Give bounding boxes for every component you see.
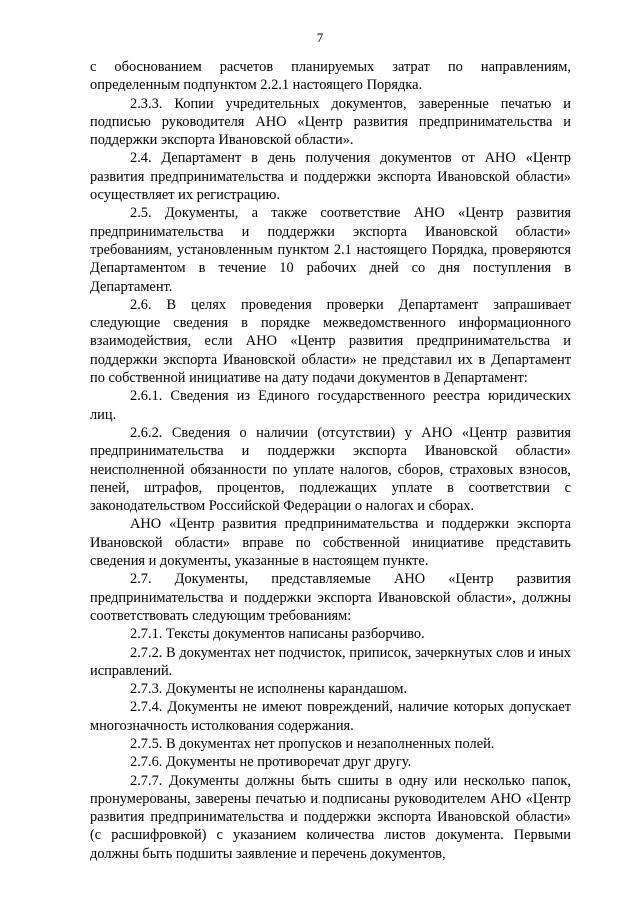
paragraph-2-5: 2.5. Документы, а также соответствие АНО «Центр развития предпринимательства и поддержки экспорта Ивановской области» требованиям, установленным пунктом 2.1 настоящего Порядка, проверяются Департаментом в течение 10 рабочих дней со дня поступления в Департамент. xyxy=(90,205,571,295)
paragraph-2-7-6: 2.7.6. Документы не противоречат друг другу. xyxy=(130,754,412,771)
paragraph-2-7-7: 2.7.7. Документы должны быть сшиты в одну или несколько папок, пронумерованы, заверены печатью и подписаны руководителем АНО «Центр развития предпринимательства и поддержки экспорта Ивановской области» (с расшифровкой) с указанием количества листов документа. Первыми должны быть подшиты заявление и перечень документов, xyxy=(90,772,571,862)
document-body xyxy=(90,58,571,863)
paragraph-2-6-1: 2.6.1. Сведения из Единого государственного реестра юридических лиц. xyxy=(90,388,571,423)
paragraph-2-7-3: 2.7.3. Документы не исполнены карандашом. xyxy=(130,681,408,698)
paragraph-2-6-2: 2.6.2. Сведения о наличии (отсутствии) у АНО «Центр развития предпринимательства и поддержки экспорта Ивановской области» неисполненной обязанности по уплате налогов, сборов, страховых взносов, пеней, штрафов, процентов, подлежащих уплате в соответствии с законодательством Российской Федерации о налогах и сборах. xyxy=(90,424,571,515)
paragraph-continuation: с обоснованием расчетов планируемых затрат по направлениям, определенным подпунктом 2.2.1 настоящего Порядка. xyxy=(90,59,571,94)
paragraph-2-4: 2.4. Департамент в день получения документов от АНО «Центр развития предпринимательства и поддержки экспорта Ивановской области» осуществляет их регистрацию. xyxy=(90,150,571,204)
paragraph-2-6: 2.6. В целях проведения проверки Департамент запрашивает следующие сведения в порядке межведомственного информационного взаимодействия, если АНО «Центр развития предпринимательства и поддержки экспорта Ивановской области» не представил их в Департамент по собственной инициативе на дату подачи документов в Департамент: xyxy=(90,296,571,387)
paragraph-2-7-2: 2.7.2. В документах нет подчисток, приписок, зачеркнутых слов и иных исправлений. xyxy=(90,644,571,679)
paragraph-2-7-4: 2.7.4. Документы не имеют повреждений, наличие которых допускает многозначность истолкования содержания. xyxy=(90,699,571,734)
paragraph-2-7-1: 2.7.1. Тексты документов написаны разборчиво. xyxy=(130,626,425,643)
paragraph-2-7-5: 2.7.5. В документах нет пропусков и незаполненных полей. xyxy=(130,735,495,752)
paragraph-2-7: 2.7. Документы, представляемые АНО «Центр развития предпринимательства и поддержки экспорта Ивановской области», должны соответствовать следующим требованиям: xyxy=(90,571,571,624)
paragraph-ano-right: АНО «Центр развития предпринимательства и поддержки экспорта Ивановской области» вправе по собственной инициативе представить сведения и документы, указанные в настоящем пункте. xyxy=(90,516,571,570)
paragraph-2-3-3: 2.3.3. Копии учредительных документов, заверенные печатью и подписью руководителя АНО «Центр развития предпринимательства и поддержки экспорта Ивановской области». xyxy=(90,95,571,149)
page-number: 7 xyxy=(316,30,324,45)
